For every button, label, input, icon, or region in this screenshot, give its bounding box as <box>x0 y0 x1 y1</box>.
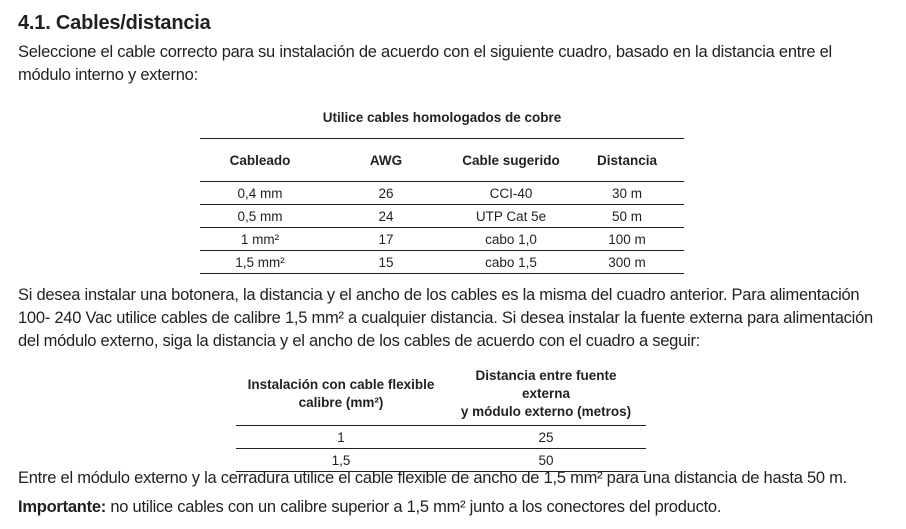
table2-header-line: Instalación con cable flexible <box>247 377 435 392</box>
table1-header-cell: Cableado <box>200 139 320 182</box>
table-cell: cabo 1,0 <box>452 228 570 251</box>
table-cell: 25 <box>446 426 646 449</box>
table-cell: 50 <box>446 449 646 472</box>
table-cell: 0,5 mm <box>200 205 320 228</box>
table-cell: 1,5 mm² <box>200 251 320 274</box>
table2-header-line: y módulo externo (metros) <box>460 404 632 419</box>
table-cell: 1 <box>236 426 446 449</box>
important-text: no utilice cables con un calibre superior a 1,5 mm² junto a los conectores del producto. <box>106 498 722 516</box>
cable-distance-table <box>200 138 684 274</box>
table1-header-cell: AWG <box>320 139 452 182</box>
table-cell: UTP Cat 5e <box>452 205 570 228</box>
table-cell: 24 <box>320 205 452 228</box>
table-cell: 1,5 <box>236 449 446 472</box>
table-row <box>200 251 684 274</box>
table-row <box>236 426 646 449</box>
table2-header-line: Distancia entre fuente externa <box>475 368 617 401</box>
table-cell: cabo 1,5 <box>452 251 570 274</box>
power-supply-distance-table <box>236 365 646 472</box>
table-row <box>200 182 684 205</box>
table-cell: 26 <box>320 182 452 205</box>
intro-paragraph: Seleccione el cable correcto para su instalación de acuerdo con el siguiente cuadro, basado en la distancia entre el módulo interno y externo: <box>18 43 832 84</box>
middle-paragraph: Si desea instalar una botonera, la distancia y el ancho de los cables es la misma del cuadro anterior. Para alimentación 100- 240 Vac utilice cables de calibre 1,5 mm² a cualquier distancia. Si desea instalar la fuente externa para alimentación del módulo externo, siga la distancia y el ancho de los cables de acuerdo con el cuadro a seguir: <box>18 286 873 350</box>
table2-header-cell <box>446 365 646 426</box>
section-title: 4.1. Cables/distancia <box>18 12 211 34</box>
important-label: Importante: <box>18 498 106 516</box>
table2-header-cell <box>236 365 446 426</box>
table-cell: 1 mm² <box>200 228 320 251</box>
table1-caption: Utilice cables homologados de cobre <box>322 110 562 125</box>
table-cell: CCI-40 <box>452 182 570 205</box>
table-row <box>200 205 684 228</box>
table1-header-cell: Distancia <box>570 139 684 182</box>
table-cell: 300 m <box>570 251 684 274</box>
table-cell: 15 <box>320 251 452 274</box>
table-cell: 50 m <box>570 205 684 228</box>
table-cell: 0,4 mm <box>200 182 320 205</box>
table1-header-cell: Cable sugerido <box>452 139 570 182</box>
table-row <box>200 228 684 251</box>
table-cell: 100 m <box>570 228 684 251</box>
important-note <box>18 496 888 519</box>
table1-header-row <box>200 139 684 182</box>
table2-header-row <box>236 365 646 426</box>
end-paragraph: Entre el módulo externo y la cerradura utilice el cable flexible de ancho de 1,5 mm² para una distancia de hasta 50 m. <box>18 469 847 487</box>
table-cell: 30 m <box>570 182 684 205</box>
table2-header-line: calibre (mm²) <box>298 395 384 410</box>
table-cell: 17 <box>320 228 452 251</box>
